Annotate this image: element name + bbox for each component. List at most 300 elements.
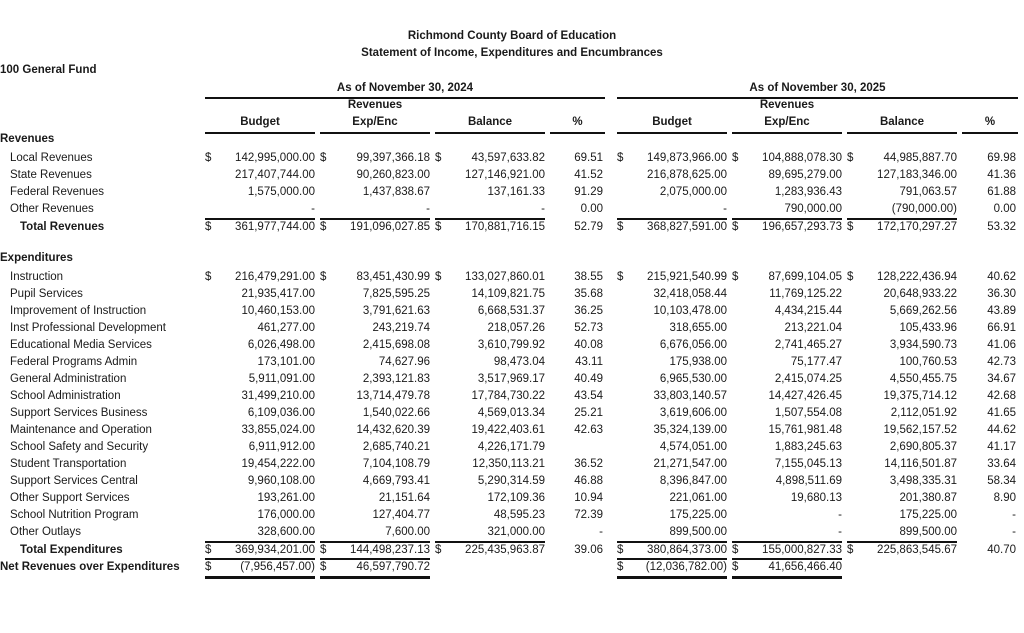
currency-symbol: $ xyxy=(320,152,327,164)
amount-value: 368,827,591.00 xyxy=(647,221,727,233)
amount-value: 100,760.53 xyxy=(899,356,957,368)
y2024-balance-cell xyxy=(435,524,545,541)
y2025-budget-cell xyxy=(617,490,727,507)
y2025-pct-cell: 8.90 xyxy=(993,492,1016,504)
amount-value: 3,619,606.00 xyxy=(659,407,727,419)
amount-value: 14,109,821.75 xyxy=(471,288,545,300)
expenditure-row xyxy=(0,456,1024,473)
amount-value: 3,610,799.92 xyxy=(477,339,545,351)
row-label: Net Revenues over Expenditures xyxy=(0,561,180,573)
y2024-budget-cell xyxy=(205,439,315,456)
col-2025-budget: Budget xyxy=(652,116,692,128)
amount-value: 20,648,933.22 xyxy=(883,288,957,300)
y2024-pct-cell: - xyxy=(599,526,603,538)
y2024-balance-cell xyxy=(435,286,545,303)
amount-value: 2,075,000.00 xyxy=(659,186,727,198)
y2024-exp-cell xyxy=(320,405,430,422)
amount-value: 15,761,981.48 xyxy=(768,424,842,436)
y2024-pct-cell: 42.63 xyxy=(574,424,603,436)
y2025-exp-cell xyxy=(732,422,842,439)
period-2024-as-of: As of November 30, 2024 xyxy=(336,82,474,94)
y2024-budget-cell xyxy=(205,286,315,303)
period-2024-group-label: Revenues xyxy=(347,99,403,111)
amount-value: 243,219.74 xyxy=(372,322,430,334)
section-expenditures-label: Expenditures xyxy=(0,252,73,264)
y2025-exp-cell xyxy=(732,439,842,456)
col-rule xyxy=(320,132,430,134)
y2024-exp-cell xyxy=(320,473,430,490)
amount-value: 3,934,590.73 xyxy=(889,339,957,351)
y2025-budget-cell xyxy=(617,456,727,473)
y2024-budget-cell xyxy=(205,405,315,422)
expenditure-row xyxy=(0,303,1024,320)
currency-symbol: $ xyxy=(435,152,442,164)
y2025-budget-cell xyxy=(617,439,727,456)
amount-value: 19,422,403.61 xyxy=(471,424,545,436)
y2024-pct-cell: 39.06 xyxy=(574,544,603,556)
y2025-budget-cell xyxy=(617,542,727,559)
amount-value: 4,550,455.75 xyxy=(889,373,957,385)
y2025-balance-cell xyxy=(847,405,957,422)
amount-value: 213,221.04 xyxy=(784,322,842,334)
amount-value: 193,261.00 xyxy=(257,492,315,504)
y2024-exp-cell xyxy=(320,337,430,354)
y2024-pct-cell: 69.51 xyxy=(574,152,603,164)
amount-value: 43,597,633.82 xyxy=(471,152,545,164)
y2025-budget-cell xyxy=(617,371,727,388)
y2025-balance-cell xyxy=(847,167,957,184)
double-underline xyxy=(617,576,727,579)
y2024-balance-cell xyxy=(435,150,545,167)
row-label: Local Revenues xyxy=(10,152,93,164)
y2025-pct-cell: 53.32 xyxy=(987,221,1016,233)
row-label: Pupil Services xyxy=(10,288,83,300)
y2025-balance-cell xyxy=(847,473,957,490)
currency-symbol: $ xyxy=(435,544,442,556)
y2024-exp-cell xyxy=(320,150,430,167)
revenue-row xyxy=(0,150,1024,167)
y2024-balance-cell xyxy=(435,422,545,439)
y2025-pct-cell: 58.34 xyxy=(987,475,1016,487)
amount-value: 19,680.13 xyxy=(790,492,842,504)
amount-value: 105,433.96 xyxy=(899,322,957,334)
y2025-balance-cell xyxy=(847,201,957,218)
row-label: Student Transportation xyxy=(10,458,127,470)
y2024-exp-cell xyxy=(320,303,430,320)
amount-value: 13,714,479.78 xyxy=(356,390,430,402)
y2024-pct-cell: 41.52 xyxy=(574,169,603,181)
y2024-balance-cell xyxy=(435,405,545,422)
y2024-balance-cell xyxy=(435,371,545,388)
amount-value: 137,161.33 xyxy=(487,186,545,198)
expenditure-row xyxy=(0,405,1024,422)
col-rule xyxy=(617,132,727,134)
amount-value: 8,396,847.00 xyxy=(659,475,727,487)
row-label: Improvement of Instruction xyxy=(10,305,147,317)
currency-symbol: $ xyxy=(435,271,442,283)
amount-value: 128,222,436.94 xyxy=(877,271,957,283)
y2024-exp-cell xyxy=(320,542,430,559)
amount-value: 31,499,210.00 xyxy=(241,390,315,402)
row-label: Other Revenues xyxy=(10,203,94,215)
amount-value: 4,669,793.41 xyxy=(362,475,430,487)
y2024-pct-cell: 0.00 xyxy=(580,203,603,215)
y2024-pct-cell: 91.29 xyxy=(574,186,603,198)
y2024-balance-cell xyxy=(435,167,545,184)
y2024-exp-cell xyxy=(320,388,430,405)
y2025-exp-cell xyxy=(732,473,842,490)
row-label: School Nutrition Program xyxy=(10,509,139,521)
y2025-budget-cell xyxy=(617,167,727,184)
y2025-budget-cell xyxy=(617,303,727,320)
amount-value: 12,350,113.21 xyxy=(472,458,545,470)
row-label: General Administration xyxy=(10,373,127,385)
amount-value: 144,498,237.13 xyxy=(350,544,430,556)
y2025-budget-cell xyxy=(617,354,727,371)
amount-value: (7,956,457.00) xyxy=(240,561,315,573)
y2025-exp-cell xyxy=(732,559,842,576)
amount-value: 5,290,314.59 xyxy=(477,475,545,487)
currency-symbol: $ xyxy=(205,271,212,283)
col-rule xyxy=(550,132,605,134)
y2024-pct-cell xyxy=(550,439,603,456)
y2025-pct-cell: 42.68 xyxy=(987,390,1016,402)
amount-value: 83,451,430.99 xyxy=(356,271,430,283)
row-label: Support Services Central xyxy=(10,475,138,487)
y2024-pct-cell: 36.25 xyxy=(574,305,603,317)
y2025-pct-cell: 41.65 xyxy=(987,407,1016,419)
y2024-budget-cell xyxy=(205,354,315,371)
amount-value: - xyxy=(723,203,727,215)
row-label: School Administration xyxy=(10,390,121,402)
y2025-pct-cell: - xyxy=(1012,509,1016,521)
amount-value: 6,965,530.00 xyxy=(659,373,727,385)
y2024-pct-cell: 40.49 xyxy=(574,373,603,385)
y2025-budget-cell xyxy=(617,320,727,337)
y2024-pct-cell: 52.79 xyxy=(574,221,603,233)
currency-symbol: $ xyxy=(205,221,212,233)
y2024-budget-cell xyxy=(205,507,315,524)
y2024-budget-cell xyxy=(205,337,315,354)
y2024-exp-cell xyxy=(320,201,430,218)
y2025-balance-cell xyxy=(847,422,957,439)
y2024-balance-cell xyxy=(435,507,545,524)
y2024-exp-cell xyxy=(320,320,430,337)
amount-value: 1,883,245.63 xyxy=(774,441,842,453)
y2024-budget-cell xyxy=(205,490,315,507)
y2025-budget-cell xyxy=(617,405,727,422)
amount-value: - xyxy=(838,526,842,538)
amount-value: 6,676,056.00 xyxy=(659,339,727,351)
y2025-budget-cell xyxy=(617,422,727,439)
currency-symbol: $ xyxy=(732,561,739,573)
currency-symbol: $ xyxy=(617,544,624,556)
y2025-exp-cell xyxy=(732,524,842,541)
expenditure-row xyxy=(0,507,1024,524)
fund-label: 100 General Fund xyxy=(0,64,97,76)
y2024-balance-cell xyxy=(435,219,545,236)
currency-symbol: $ xyxy=(617,561,624,573)
y2025-balance-cell xyxy=(847,507,957,524)
amount-value: 10,460,153.00 xyxy=(241,305,315,317)
amount-value: 217,407,744.00 xyxy=(235,169,315,181)
amount-value: 127,183,346.00 xyxy=(877,169,957,181)
y2024-pct-cell: 38.55 xyxy=(574,271,603,283)
amount-value: 4,226,171.79 xyxy=(477,441,545,453)
amount-value: 98,473.04 xyxy=(493,356,545,368)
amount-value: 6,668,531.37 xyxy=(477,305,545,317)
amount-value: 4,569,013.34 xyxy=(477,407,545,419)
expenditure-row xyxy=(0,422,1024,439)
y2025-balance-cell xyxy=(847,490,957,507)
y2025-pct-cell: 33.64 xyxy=(987,458,1016,470)
y2025-pct-cell: 40.62 xyxy=(987,271,1016,283)
amount-value: 791,063.57 xyxy=(899,186,957,198)
y2024-pct-cell: 25.21 xyxy=(574,407,603,419)
amount-value: 899,500.00 xyxy=(669,526,727,538)
y2025-budget-cell xyxy=(617,286,727,303)
y2025-exp-cell xyxy=(732,201,842,218)
expenditure-row xyxy=(0,269,1024,286)
y2024-exp-cell xyxy=(320,219,430,236)
y2024-exp-cell xyxy=(320,354,430,371)
currency-symbol: $ xyxy=(205,561,212,573)
y2024-pct-cell: 46.88 xyxy=(574,475,603,487)
amount-value: 361,977,744.00 xyxy=(235,221,315,233)
amount-value: 48,595.23 xyxy=(493,509,545,521)
y2024-budget-cell xyxy=(205,201,315,218)
amount-value: 14,432,620.39 xyxy=(356,424,430,436)
expenditure-row xyxy=(0,371,1024,388)
y2024-balance-cell xyxy=(435,184,545,201)
amount-value: 461,277.00 xyxy=(257,322,315,334)
y2025-budget-cell xyxy=(617,219,727,236)
amount-value: 221,061.00 xyxy=(669,492,727,504)
row-label: Total Revenues xyxy=(20,221,105,233)
y2025-pct-cell: 41.06 xyxy=(987,339,1016,351)
amount-value: 2,741,465.27 xyxy=(774,339,842,351)
y2025-budget-cell xyxy=(617,184,727,201)
currency-symbol: $ xyxy=(617,152,624,164)
y2024-budget-cell xyxy=(205,542,315,559)
y2024-budget-cell xyxy=(205,559,315,576)
amount-value: 369,934,201.00 xyxy=(235,544,315,556)
y2024-balance-cell xyxy=(435,354,545,371)
y2025-budget-cell xyxy=(617,473,727,490)
y2025-pct-cell: 40.70 xyxy=(987,544,1016,556)
revenue-row xyxy=(0,184,1024,201)
amount-value: - xyxy=(311,203,315,215)
y2024-balance-cell xyxy=(435,337,545,354)
amount-value: 1,540,022.66 xyxy=(362,407,430,419)
y2025-pct-cell: 69.98 xyxy=(987,152,1016,164)
amount-value: 7,155,045.13 xyxy=(774,458,842,470)
amount-value: 201,380.87 xyxy=(899,492,957,504)
currency-symbol: $ xyxy=(435,221,442,233)
y2025-exp-cell xyxy=(732,490,842,507)
amount-value: 89,695,279.00 xyxy=(768,169,842,181)
y2024-budget-cell xyxy=(205,219,315,236)
y2025-pct-cell: 66.91 xyxy=(987,322,1016,334)
amount-value: 1,507,554.08 xyxy=(774,407,842,419)
amount-value: 2,393,121.83 xyxy=(362,373,430,385)
amount-value: 3,791,621.63 xyxy=(362,305,430,317)
y2024-exp-cell xyxy=(320,490,430,507)
y2025-pct-cell: 43.89 xyxy=(987,305,1016,317)
currency-symbol: $ xyxy=(320,271,327,283)
y2025-exp-cell xyxy=(732,320,842,337)
currency-symbol: $ xyxy=(847,271,854,283)
amount-value: 175,225.00 xyxy=(899,509,957,521)
y2024-pct-cell: 10.94 xyxy=(574,492,603,504)
y2024-exp-cell xyxy=(320,167,430,184)
col-2024-balance: Balance xyxy=(467,116,513,128)
y2025-exp-cell xyxy=(732,456,842,473)
y2024-budget-cell xyxy=(205,167,315,184)
y2024-balance-cell xyxy=(435,320,545,337)
amount-value: (790,000.00) xyxy=(891,203,957,215)
amount-value: 142,995,000.00 xyxy=(235,152,315,164)
amount-value: 19,562,157.52 xyxy=(883,424,957,436)
y2024-budget-cell xyxy=(205,371,315,388)
y2024-budget-cell xyxy=(205,320,315,337)
y2024-budget-cell xyxy=(205,456,315,473)
y2025-exp-cell xyxy=(732,303,842,320)
double-underline xyxy=(320,576,430,579)
row-label: Support Services Business xyxy=(10,407,148,419)
y2025-exp-cell xyxy=(732,167,842,184)
amount-value: 75,177.47 xyxy=(790,356,842,368)
currency-symbol: $ xyxy=(732,221,739,233)
row-label: Federal Programs Admin xyxy=(10,356,138,368)
currency-symbol: $ xyxy=(320,221,327,233)
y2025-exp-cell xyxy=(732,150,842,167)
double-underline xyxy=(205,576,315,579)
y2024-budget-cell xyxy=(205,524,315,541)
y2024-balance-cell xyxy=(435,473,545,490)
amount-value: 17,784,730.22 xyxy=(471,390,545,402)
amount-value: 6,911,912.00 xyxy=(248,441,315,453)
y2025-budget-cell xyxy=(617,201,727,218)
y2025-pct-cell: 44.62 xyxy=(987,424,1016,436)
y2025-exp-cell xyxy=(732,354,842,371)
y2024-balance-cell xyxy=(435,542,545,559)
row-label: Maintenance and Operation xyxy=(10,424,152,436)
amount-value: 1,437,838.67 xyxy=(362,186,430,198)
amount-value: 19,375,714.12 xyxy=(883,390,957,402)
y2024-exp-cell xyxy=(320,184,430,201)
amount-value: 328,600.00 xyxy=(257,526,315,538)
amount-value: 318,655.00 xyxy=(669,322,727,334)
amount-value: 90,260,823.00 xyxy=(356,169,430,181)
y2025-balance-cell xyxy=(847,286,957,303)
y2025-pct-cell: 61.88 xyxy=(987,186,1016,198)
y2025-balance-cell xyxy=(847,269,957,286)
currency-symbol: $ xyxy=(205,544,212,556)
amount-value: 149,873,966.00 xyxy=(647,152,727,164)
amount-value: 99,397,366.18 xyxy=(356,152,430,164)
amount-value: 175,225.00 xyxy=(669,509,727,521)
amount-value: 21,271,547.00 xyxy=(653,458,727,470)
amount-value: (12,036,782.00) xyxy=(645,561,727,573)
y2024-pct-cell: 35.68 xyxy=(574,288,603,300)
amount-value: 19,454,222.00 xyxy=(241,458,315,470)
amount-value: 3,517,969.17 xyxy=(477,373,545,385)
currency-symbol: $ xyxy=(732,271,739,283)
expenditure-row xyxy=(0,337,1024,354)
row-label: School Safety and Security xyxy=(10,441,149,453)
amount-value: 155,000,827.33 xyxy=(762,544,842,556)
amount-value: 133,027,860.01 xyxy=(465,271,545,283)
total-revenues-row xyxy=(0,219,1024,236)
amount-value: 172,170,297.27 xyxy=(877,221,957,233)
col-rule xyxy=(205,132,315,134)
y2025-budget-cell xyxy=(617,150,727,167)
y2025-exp-cell xyxy=(732,542,842,559)
report-org-title: Richmond County Board of Education xyxy=(407,30,617,42)
amount-value: 175,938.00 xyxy=(669,356,727,368)
y2025-balance-cell xyxy=(847,542,957,559)
col-2025-pct: % xyxy=(984,116,996,128)
amount-value: 21,935,417.00 xyxy=(241,288,315,300)
y2024-pct-cell: 43.11 xyxy=(575,356,603,368)
amount-value: 191,096,027.85 xyxy=(350,221,430,233)
amount-value: 87,699,104.05 xyxy=(768,271,842,283)
y2024-budget-cell xyxy=(205,303,315,320)
amount-value: 1,283,936.43 xyxy=(774,186,842,198)
amount-value: - xyxy=(541,203,545,215)
amount-value: 74,627.96 xyxy=(378,356,430,368)
currency-symbol: $ xyxy=(320,561,327,573)
currency-symbol: $ xyxy=(205,152,212,164)
y2024-budget-cell xyxy=(205,184,315,201)
y2024-budget-cell xyxy=(205,473,315,490)
amount-value: 172,109.36 xyxy=(487,492,545,504)
amount-value: 10,103,478.00 xyxy=(653,305,727,317)
y2025-budget-cell xyxy=(617,524,727,541)
y2025-pct-cell: 42.73 xyxy=(987,356,1016,368)
currency-symbol: $ xyxy=(847,152,854,164)
y2025-exp-cell xyxy=(732,388,842,405)
y2025-exp-cell xyxy=(732,405,842,422)
amount-value: - xyxy=(838,509,842,521)
col-rule xyxy=(847,132,957,134)
expenditure-row xyxy=(0,490,1024,507)
row-label: Federal Revenues xyxy=(10,186,104,198)
y2024-pct-cell: 36.52 xyxy=(574,458,603,470)
y2025-exp-cell xyxy=(732,371,842,388)
y2025-pct-cell: 36.30 xyxy=(987,288,1016,300)
amount-value: 4,434,215.44 xyxy=(774,305,842,317)
amount-value: 321,000.00 xyxy=(487,526,545,538)
amount-value: 6,109,036.00 xyxy=(247,407,315,419)
y2025-balance-cell xyxy=(847,456,957,473)
y2024-balance-cell xyxy=(435,269,545,286)
expenditure-row xyxy=(0,473,1024,490)
amount-value: 380,864,373.00 xyxy=(647,544,727,556)
amount-value: 104,888,078.30 xyxy=(762,152,842,164)
col-2024-exp: Exp/Enc xyxy=(352,116,398,128)
amount-value: 6,026,498.00 xyxy=(247,339,315,351)
amount-value: 35,324,139.00 xyxy=(653,424,727,436)
amount-value: 2,415,698.08 xyxy=(362,339,430,351)
currency-symbol: $ xyxy=(847,544,854,556)
amount-value: 225,435,963.87 xyxy=(465,544,545,556)
amount-value: 4,898,511.69 xyxy=(775,475,842,487)
currency-symbol: $ xyxy=(320,544,327,556)
amount-value: 2,112,051.92 xyxy=(890,407,957,419)
currency-symbol: $ xyxy=(847,221,854,233)
